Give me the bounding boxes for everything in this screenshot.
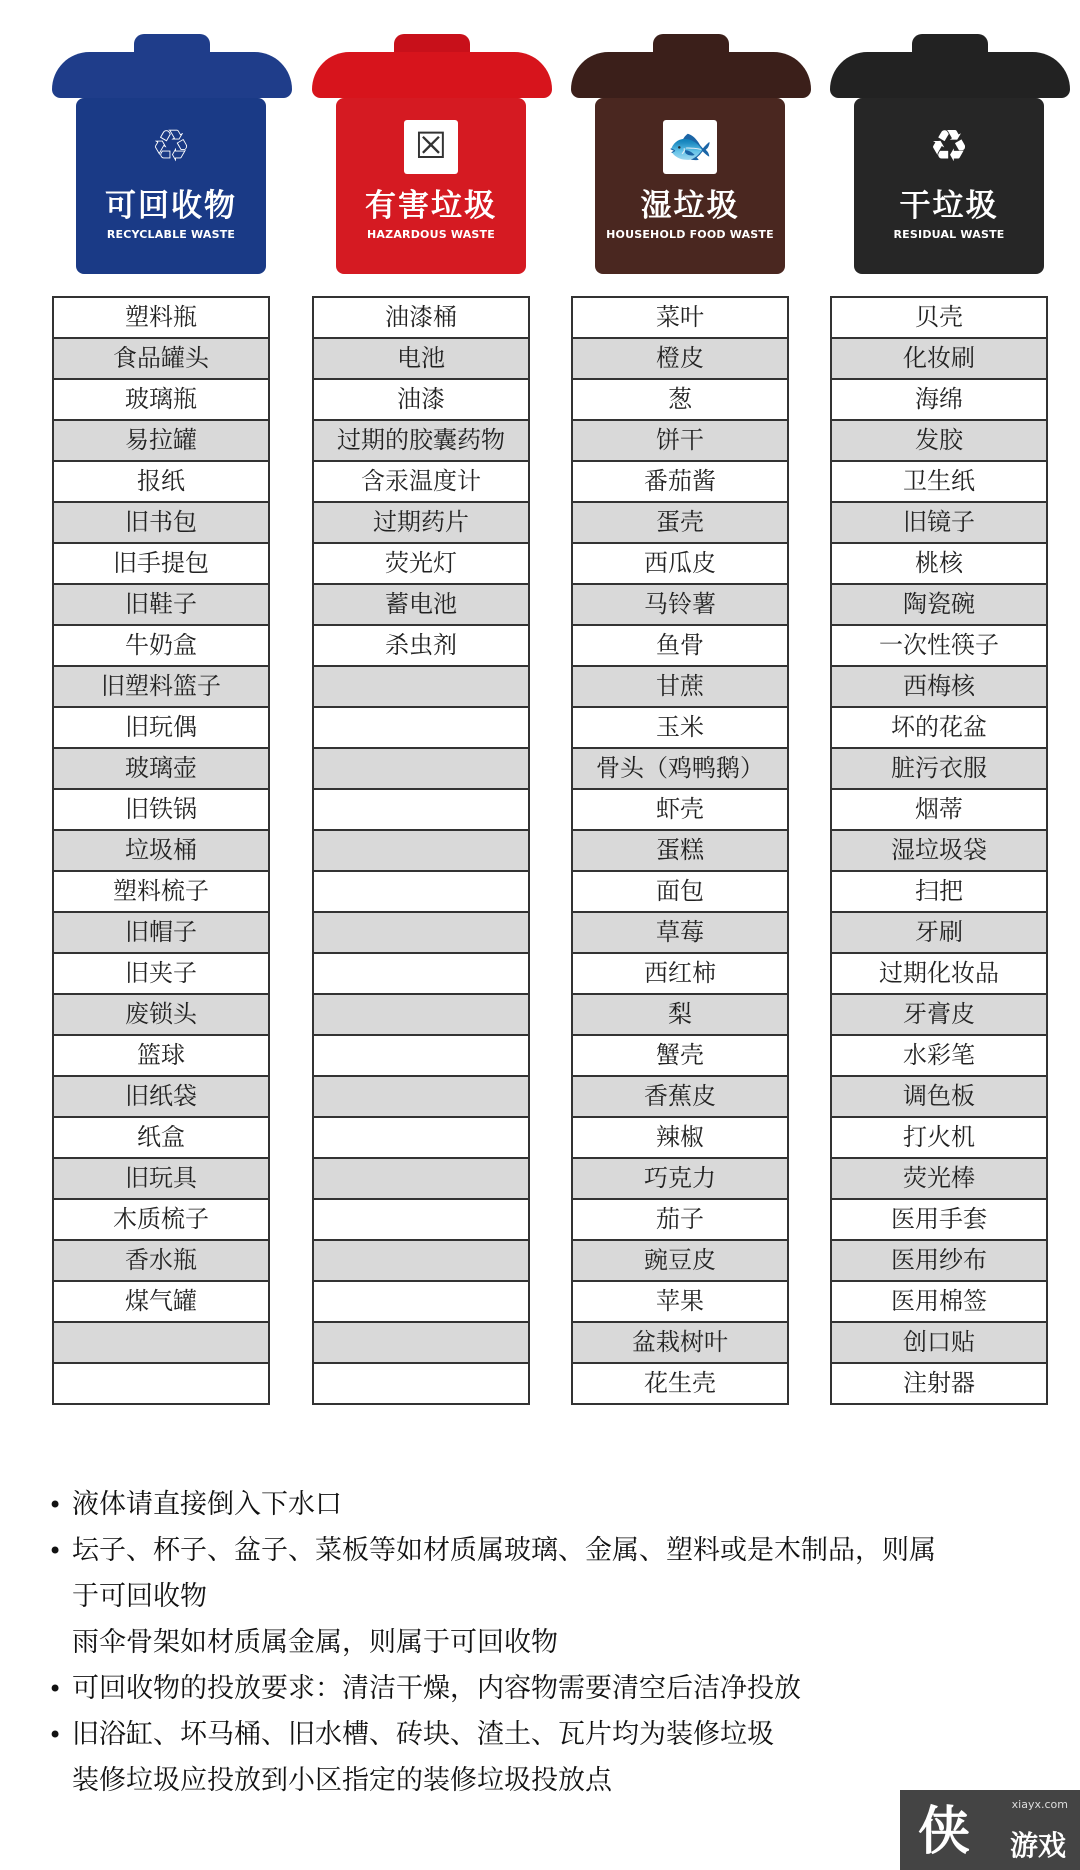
table-row — [313, 1281, 529, 1322]
table-row — [831, 584, 1047, 625]
item-cell: 油漆桶 — [313, 297, 529, 338]
item-cell — [313, 1035, 529, 1076]
table-row — [313, 502, 529, 543]
table-row — [53, 1035, 269, 1076]
table-row — [53, 1158, 269, 1199]
item-cell: 塑料瓶 — [53, 297, 269, 338]
item-cell — [313, 748, 529, 789]
table-row — [313, 379, 529, 420]
table-row — [53, 1240, 269, 1281]
bin-food-waste — [571, 30, 811, 280]
item-cell: 医用纱布 — [831, 1240, 1047, 1281]
item-cell: 旧镜子 — [831, 502, 1047, 543]
table-row — [53, 912, 269, 953]
items-table-recyclable — [52, 296, 270, 1405]
note-continuation: 于可回收物 — [72, 1581, 207, 1612]
bin-recyclable — [52, 30, 292, 280]
table-row — [313, 1035, 529, 1076]
recycle-icon: ♲ — [151, 121, 191, 172]
item-cell: 陶瓷碗 — [831, 584, 1047, 625]
bin-title-en: HOUSEHOLD FOOD WASTE — [606, 228, 774, 241]
table-row — [831, 379, 1047, 420]
bin-lid — [312, 52, 552, 98]
item-cell: 创口贴 — [831, 1322, 1047, 1363]
table-row — [831, 666, 1047, 707]
item-cell: 骨头（鸡鸭鹅） — [572, 748, 788, 789]
item-cell: 旧玩具 — [53, 1158, 269, 1199]
item-cell: 蟹壳 — [572, 1035, 788, 1076]
item-cell — [313, 1240, 529, 1281]
item-cell: 旧手提包 — [53, 543, 269, 584]
item-cell: 玻璃壶 — [53, 748, 269, 789]
item-cell: 蛋壳 — [572, 502, 788, 543]
table-row — [572, 625, 788, 666]
table-row — [313, 830, 529, 871]
item-cell: 烟蒂 — [831, 789, 1047, 830]
item-cell: 杀虫剂 — [313, 625, 529, 666]
item-cell: 易拉罐 — [53, 420, 269, 461]
item-cell: 甘蔗 — [572, 666, 788, 707]
item-cell: 荧光灯 — [313, 543, 529, 584]
item-cell: 水彩笔 — [831, 1035, 1047, 1076]
bin-hazardous — [312, 30, 552, 280]
bin-title-cn: 有害垃圾 — [365, 188, 497, 224]
column-residual — [830, 30, 1070, 1397]
table-row — [313, 625, 529, 666]
table-row — [53, 502, 269, 543]
table-row — [313, 1076, 529, 1117]
table-row — [572, 1240, 788, 1281]
item-cell — [313, 1117, 529, 1158]
item-cell: 辣椒 — [572, 1117, 788, 1158]
table-row — [313, 953, 529, 994]
table-row — [572, 707, 788, 748]
item-cell: 橙皮 — [572, 338, 788, 379]
table-row — [313, 297, 529, 338]
bin-title-en: HAZARDOUS WASTE — [367, 228, 495, 241]
item-cell — [313, 1199, 529, 1240]
table-row — [572, 420, 788, 461]
table-row — [313, 707, 529, 748]
table-row — [572, 1199, 788, 1240]
item-cell: 医用手套 — [831, 1199, 1047, 1240]
table-row — [572, 1076, 788, 1117]
table-row — [831, 543, 1047, 584]
table-row — [313, 748, 529, 789]
table-row — [831, 1158, 1047, 1199]
item-cell: 纸盒 — [53, 1117, 269, 1158]
item-cell: 化妆刷 — [831, 338, 1047, 379]
item-cell: 面包 — [572, 871, 788, 912]
table-row — [313, 1322, 529, 1363]
table-row — [831, 420, 1047, 461]
bin-body — [336, 98, 526, 274]
notes-list — [44, 1482, 1044, 1804]
table-row — [831, 1076, 1047, 1117]
watermark-logo: 侠 — [918, 1802, 971, 1862]
item-cell: 香水瓶 — [53, 1240, 269, 1281]
bin-body — [76, 98, 266, 274]
item-cell: 旧书包 — [53, 502, 269, 543]
item-cell: 过期化妆品 — [831, 953, 1047, 994]
bin-title-en: RESIDUAL WASTE — [893, 228, 1005, 241]
item-cell: 苹果 — [572, 1281, 788, 1322]
item-cell: 草莓 — [572, 912, 788, 953]
table-row — [831, 748, 1047, 789]
item-cell: 脏污衣服 — [831, 748, 1047, 789]
bin-lid — [52, 52, 292, 98]
item-cell: 篮球 — [53, 1035, 269, 1076]
table-row — [313, 1363, 529, 1404]
table-row — [572, 1363, 788, 1404]
table-row — [831, 953, 1047, 994]
item-cell: 医用棉签 — [831, 1281, 1047, 1322]
item-cell — [313, 707, 529, 748]
item-cell — [313, 1281, 529, 1322]
table-row — [572, 543, 788, 584]
table-row — [831, 1281, 1047, 1322]
table-row — [831, 912, 1047, 953]
item-cell: 桃核 — [831, 543, 1047, 584]
item-cell — [313, 830, 529, 871]
table-row — [53, 830, 269, 871]
bin-lid — [830, 52, 1070, 98]
table-row — [313, 1199, 529, 1240]
item-cell — [53, 1363, 269, 1404]
item-cell: 荧光棒 — [831, 1158, 1047, 1199]
table-row — [572, 871, 788, 912]
bin-title-cn: 可回收物 — [105, 188, 237, 224]
table-row — [53, 379, 269, 420]
bin-lid — [571, 52, 811, 98]
column-recyclable — [52, 30, 292, 1315]
table-row — [831, 707, 1047, 748]
table-row — [831, 994, 1047, 1035]
table-row — [831, 830, 1047, 871]
table-row — [313, 994, 529, 1035]
food-waste-icon: 🐟 — [663, 120, 717, 174]
item-cell: 电池 — [313, 338, 529, 379]
items-table-food-waste — [571, 296, 789, 1405]
table-row — [53, 461, 269, 502]
table-row — [313, 666, 529, 707]
table-row — [53, 625, 269, 666]
note-continuation: 装修垃圾应投放到小区指定的装修垃圾投放点 — [72, 1765, 612, 1796]
table-row — [572, 748, 788, 789]
table-row — [831, 502, 1047, 543]
table-row — [313, 789, 529, 830]
item-cell — [313, 1076, 529, 1117]
watermark-site: xiayx.com — [1011, 1798, 1068, 1811]
table-row — [53, 297, 269, 338]
table-row — [313, 912, 529, 953]
table-row — [53, 1363, 269, 1404]
table-row — [53, 789, 269, 830]
items-table-hazardous — [312, 296, 530, 1405]
item-cell — [313, 1363, 529, 1404]
table-row — [831, 1199, 1047, 1240]
table-row — [313, 871, 529, 912]
item-cell — [313, 912, 529, 953]
table-row — [53, 543, 269, 584]
bin-title-cn: 干垃圾 — [899, 188, 999, 224]
table-row — [53, 1199, 269, 1240]
item-cell: 梨 — [572, 994, 788, 1035]
item-cell: 茄子 — [572, 1199, 788, 1240]
table-row — [572, 830, 788, 871]
item-cell: 含汞温度计 — [313, 461, 529, 502]
item-cell — [313, 953, 529, 994]
item-cell: 葱 — [572, 379, 788, 420]
table-row — [572, 666, 788, 707]
item-cell: 西梅核 — [831, 666, 1047, 707]
item-cell: 过期的胶囊药物 — [313, 420, 529, 461]
bin-title-cn: 湿垃圾 — [640, 188, 740, 224]
item-cell: 饼干 — [572, 420, 788, 461]
bin-residual — [830, 30, 1070, 280]
table-row — [572, 789, 788, 830]
item-cell: 一次性筷子 — [831, 625, 1047, 666]
item-cell: 垃圾桶 — [53, 830, 269, 871]
column-hazardous — [312, 30, 552, 659]
item-cell: 玻璃瓶 — [53, 379, 269, 420]
residual-icon: ♻ — [929, 121, 969, 172]
item-cell: 菜叶 — [572, 297, 788, 338]
item-cell: 西红柿 — [572, 953, 788, 994]
table-row — [831, 1035, 1047, 1076]
table-row — [572, 994, 788, 1035]
table-row — [572, 297, 788, 338]
item-cell: 发胶 — [831, 420, 1047, 461]
item-cell: 注射器 — [831, 1363, 1047, 1404]
table-row — [53, 871, 269, 912]
item-cell — [53, 1322, 269, 1363]
item-cell: 旧玩偶 — [53, 707, 269, 748]
table-row — [831, 871, 1047, 912]
item-cell: 调色板 — [831, 1076, 1047, 1117]
item-cell: 报纸 — [53, 461, 269, 502]
table-row — [53, 994, 269, 1035]
table-row — [313, 338, 529, 379]
table-row — [53, 1117, 269, 1158]
table-row — [572, 379, 788, 420]
table-row — [831, 789, 1047, 830]
item-cell: 木质梳子 — [53, 1199, 269, 1240]
item-cell — [313, 1322, 529, 1363]
table-row — [831, 338, 1047, 379]
item-cell: 旧鞋子 — [53, 584, 269, 625]
table-row — [831, 461, 1047, 502]
item-cell: 虾壳 — [572, 789, 788, 830]
table-row — [53, 420, 269, 461]
item-cell: 巧克力 — [572, 1158, 788, 1199]
item-cell: 坏的花盆 — [831, 707, 1047, 748]
item-cell: 盆栽树叶 — [572, 1322, 788, 1363]
item-cell: 海绵 — [831, 379, 1047, 420]
table-row — [313, 543, 529, 584]
item-cell: 过期药片 — [313, 502, 529, 543]
item-cell: 豌豆皮 — [572, 1240, 788, 1281]
item-cell: 马铃薯 — [572, 584, 788, 625]
table-row — [313, 584, 529, 625]
item-cell: 旧铁锅 — [53, 789, 269, 830]
item-cell: 卫生纸 — [831, 461, 1047, 502]
item-cell — [313, 789, 529, 830]
table-row — [831, 1240, 1047, 1281]
table-row — [53, 666, 269, 707]
table-row — [572, 1281, 788, 1322]
item-cell: 旧帽子 — [53, 912, 269, 953]
item-cell: 牙刷 — [831, 912, 1047, 953]
watermark-name: 游戏 — [1009, 1829, 1066, 1862]
item-cell: 玉米 — [572, 707, 788, 748]
item-cell: 打火机 — [831, 1117, 1047, 1158]
table-row — [831, 1363, 1047, 1404]
table-row — [572, 1322, 788, 1363]
item-cell: 旧纸袋 — [53, 1076, 269, 1117]
hazardous-icon: ☒ — [404, 120, 458, 174]
table-row — [831, 625, 1047, 666]
item-cell: 废锁头 — [53, 994, 269, 1035]
note-item: • 旧浴缸、坏马桶、旧水槽、砖块、渣土、瓦片均为装修垃圾 — [44, 1712, 1044, 1758]
table-row — [53, 1322, 269, 1363]
table-row — [572, 584, 788, 625]
item-cell: 蓄电池 — [313, 584, 529, 625]
item-cell — [313, 1158, 529, 1199]
table-row — [313, 1117, 529, 1158]
watermark — [900, 1790, 1080, 1870]
table-row — [572, 461, 788, 502]
item-cell: 鱼骨 — [572, 625, 788, 666]
table-row — [313, 1240, 529, 1281]
bin-body — [595, 98, 785, 274]
item-cell — [313, 666, 529, 707]
table-row — [313, 420, 529, 461]
item-cell: 花生壳 — [572, 1363, 788, 1404]
item-cell: 食品罐头 — [53, 338, 269, 379]
items-table-residual — [830, 296, 1048, 1405]
table-row — [572, 1035, 788, 1076]
item-cell: 湿垃圾袋 — [831, 830, 1047, 871]
table-row — [53, 1281, 269, 1322]
item-cell: 牙膏皮 — [831, 994, 1047, 1035]
table-row — [53, 1076, 269, 1117]
item-cell: 牛奶盒 — [53, 625, 269, 666]
note-item: • 坛子、杯子、盆子、菜板等如材质属玻璃、金属、塑料或是木制品，则属 — [44, 1528, 1044, 1574]
table-row — [831, 1322, 1047, 1363]
item-cell: 煤气罐 — [53, 1281, 269, 1322]
item-cell: 旧夹子 — [53, 953, 269, 994]
item-cell: 塑料梳子 — [53, 871, 269, 912]
note-item: • 可回收物的投放要求：清洁干燥，内容物需要清空后洁净投放 — [44, 1666, 1044, 1712]
note-continuation: 雨伞骨架如材质属金属，则属于可回收物 — [72, 1627, 558, 1658]
item-cell: 番茄酱 — [572, 461, 788, 502]
table-row — [313, 461, 529, 502]
item-cell: 油漆 — [313, 379, 529, 420]
column-food-waste — [571, 30, 811, 1397]
table-row — [53, 338, 269, 379]
bin-title-en: RECYCLABLE WASTE — [106, 228, 236, 241]
table-row — [53, 748, 269, 789]
table-row — [572, 1117, 788, 1158]
table-row — [831, 1117, 1047, 1158]
table-row — [53, 707, 269, 748]
item-cell: 蛋糕 — [572, 830, 788, 871]
item-cell: 贝壳 — [831, 297, 1047, 338]
item-cell: 旧塑料篮子 — [53, 666, 269, 707]
bin-body — [854, 98, 1044, 274]
table-row — [831, 297, 1047, 338]
item-cell — [313, 871, 529, 912]
table-row — [572, 953, 788, 994]
table-row — [313, 1158, 529, 1199]
table-row — [572, 1158, 788, 1199]
table-row — [53, 584, 269, 625]
table-row — [572, 502, 788, 543]
table-row — [572, 912, 788, 953]
table-row — [572, 338, 788, 379]
item-cell — [313, 994, 529, 1035]
item-cell: 西瓜皮 — [572, 543, 788, 584]
table-row — [53, 953, 269, 994]
item-cell: 扫把 — [831, 871, 1047, 912]
note-item: • 液体请直接倒入下水口 — [44, 1482, 1044, 1528]
item-cell: 香蕉皮 — [572, 1076, 788, 1117]
